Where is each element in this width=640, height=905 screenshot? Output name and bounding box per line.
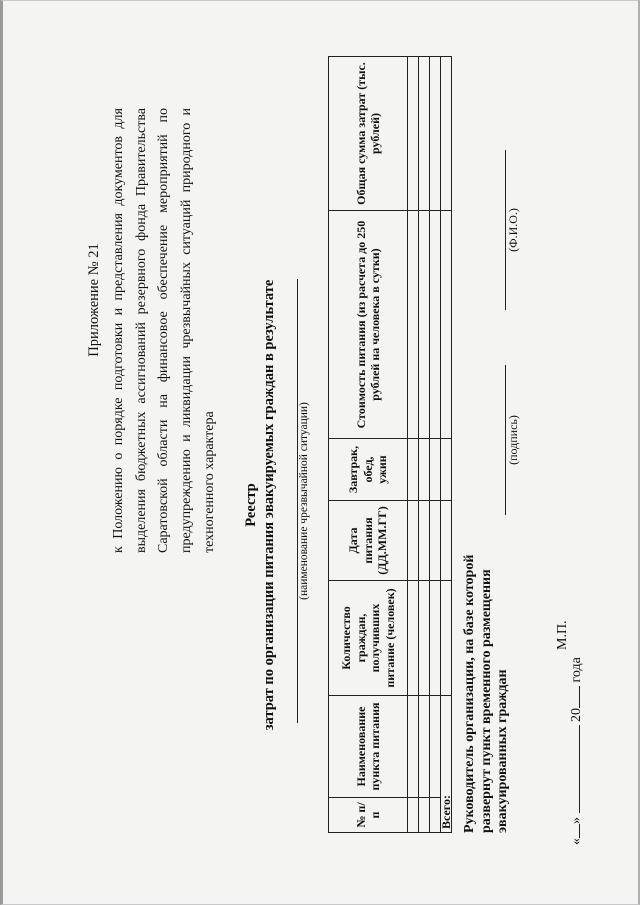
appendix-text: к Положению о порядке подготовки и представления документов для выделения бюджетных ассигнований резервного фонда Правительства Саратовской области на финансовое обеспечение мероприятий по предупреждению и ликвидации чрезвычайных ситуаций природного и техногенного характера [111,108,217,553]
table-cell [430,211,441,439]
fio-caption: (Ф.И.О.) [506,208,520,252]
table-cell [408,798,419,833]
table-cell [419,57,430,211]
header-cost: Стоимость питания (из расчета до 250 рублей на человека в сутки) [329,211,408,439]
date-close-quote: » [569,817,584,824]
table-row [419,57,430,833]
header-number: № п/п [329,798,408,833]
table-cell [408,696,419,798]
signatory-title: Руководитель организации, на базе которой развернут пункт временного размещения эвакуированных граждан [462,554,510,833]
table-cell [441,211,452,439]
table-header-row [329,57,408,833]
registry-table [328,56,452,833]
table-cell [441,57,452,211]
table-cell [408,211,419,439]
table-cell [408,439,419,501]
table-cell [419,696,430,798]
appendix-title: Приложение № 21 [86,243,102,357]
table-cell [408,57,419,211]
signature-caption: (подпись) [506,415,520,465]
table-cell [441,501,452,581]
emergency-name-caption: (наименование чрезвычайной ситуации) [298,402,310,600]
table-row [430,57,441,833]
table-cell [430,439,441,501]
table-cell [430,696,441,798]
table-cell [419,439,430,501]
date-line [567,657,585,845]
date-open-quote: « [569,838,584,845]
header-meal: Завтрак, обед, ужин [329,439,408,501]
year-blank [567,686,580,708]
table-cell [408,501,419,581]
table-cell [408,581,419,696]
header-point-name: Наименование пункта питания [329,696,408,798]
registry-title: Реестр [243,483,259,527]
header-count: Количество граждан, получивших питание (человек) [329,581,408,696]
table-cell [441,439,452,501]
table-cell [419,798,430,833]
table-row [408,57,419,833]
table-total-row [441,57,452,833]
month-blank [567,726,580,814]
date-suffix: года [569,657,584,683]
day-blank [567,824,580,838]
registry-subtitle: затрат по организации питания эвакуируемых граждан в результате [261,279,277,731]
total-label: Всего: [441,696,452,833]
table-cell [430,581,441,696]
table-cell [419,211,430,439]
table-cell [430,57,441,211]
table-cell [419,501,430,581]
stamp-place: М.П. [555,620,570,650]
header-date: Дата питания (ДД.ММ.ГГ) [329,501,408,581]
year-prefix: 20 [569,708,584,722]
table-cell [430,501,441,581]
header-total-sum: Общая сумма затрат (тыс. рублей) [329,57,408,211]
table-cell [441,581,452,696]
table-cell [419,581,430,696]
